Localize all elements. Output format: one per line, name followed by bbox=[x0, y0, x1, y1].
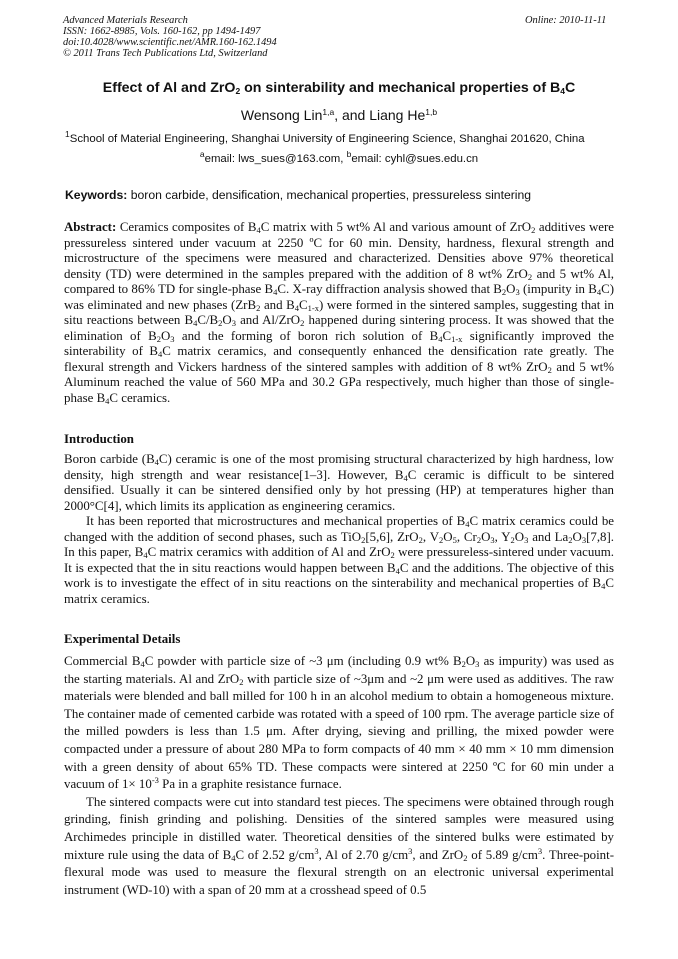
paper-title: Effect of Al and ZrO$_2$ on sinterability and mechanical properties of $B_4C$ bbox=[102, 80, 576, 96]
author-emails: $^a$email: lws_sues@163.com, $^b$email: cyhl@sues.edu.cn bbox=[199, 149, 479, 165]
author-line: Wensong Lin$^{1,a}$, and Liang He$^{1,b}$ bbox=[240, 107, 438, 123]
affiliation: $^1$School of Material Engineering, Shanghai University of Engineering Science, Shanghai 201620, China bbox=[65, 129, 585, 145]
copyright-line: © 2011 Trans Tech Publications Ltd, Switzerland bbox=[63, 48, 268, 59]
intro-paragraph-2: It has been reported that microstructures and mechanical properties of $B_4C$ matrix ceramics could be changed with the addition of second phases, such as TiO$_2$[5,6], ZrO$_2$, $V_2O_5$, $Cr_2O_3$, $Y_2O_3$ and $La_2O_3[7,8]$. In this paper, $B_4C$ matrix ceramics with addition of Al and ZrO$_2$ were pressureless-sintered under vacuum. It is expected that the in situ reactions would happen between $B_4C$ and the additions. The objective of this work is to investigate the effect of in situ reactions on the sinterability and mechanical properties of $B_4C$ matrix ceramics. bbox=[64, 514, 614, 606]
journal-name: Advanced Materials Research bbox=[63, 15, 188, 26]
introduction-heading: Introduction bbox=[64, 432, 134, 446]
intro-paragraph-1: Boron carbide $(B_4C)$ ceramic is one of the most promising structural characterized by high hardness, low density, high strength and wear resistance[1–3]. However, $B_4C$ ceramic is difficult to be sintered densified. Usually it can be sintered densified only by hot pressing (HP) at temperatures higher than 2000°C[4], which limits its application as engineering ceramics. bbox=[64, 452, 615, 513]
keywords: Keywords: boron carbide, densification, mechanical properties, pressureless sintering bbox=[65, 188, 532, 202]
introduction-body bbox=[64, 452, 614, 607]
experimental-heading: Experimental Details bbox=[64, 632, 181, 646]
experimental-paragraph-2: The sintered compacts were cut into standard test pieces. The specimens were obtained through rough grinding, finish grinding and polishing. Densities of the sintered samples were measured using Archimedes principle in distilled water. Theoretical densities of the sintered bulks were estimated by mixture rule using the data of $B_4C$ of 2.52 $g/cm^3$, Al of 2.70 $g/cm^3$, and ZrO$_2$ of 5.89 $g/cm^3$. Three-point-flexural mode was used to measure the flexural strength on an electronic universal experimental instrument (WD-10) with a span of 20 mm at a crosshead speed of 0.5 bbox=[64, 794, 614, 897]
experimental-body bbox=[64, 653, 614, 899]
experimental-paragraph-1: Commercial $B_4C$ powder with particle size of ~3 μm (including 0.9 wt% $B_2O_3$ as impurity) was used as the starting materials. Al and ZrO$_2$ with particle size of ~3μm and ~2 μm were used as additives. The raw materials were blended and ball milled for 100 h in an alcohol medium to obtain a homogeneous mixture. The container made of cemented carbide was rotated with a speed of 100 rpm. The average particle size of the milled powders is less than 1.5 μm. After drying, sieving and prilling, the mixed powder were compacted under a pressure of about 280 MPa to form compacts of 40 mm × 40 mm × 10 mm dimension with a green density of about 65% TD. These compacts were sintered at 2250 ºC for 60 min under a vacuum of $1\times 10^{-3}$ Pa in a graphite resistance furnace. bbox=[64, 654, 615, 792]
abstract: Abstract: Ceramics composites of $B_4C$ matrix with 5 wt% Al and various amount of ZrO$_2$ additives were pressureless sintered under vacuum at 2250 ºC for 60 min. Density, hardness, flexural strength and microstructure of the specimens were measured and characterized. Densities above 97% theoretical density (TD) were determined in the samples prepared with the addition of 8 wt% ZrO$_2$ and 5 wt% Al, compared to 86% TD for single-phase $B_4C$. X-ray diffraction analysis showed that $B_2O_3$ (impurity in $B_4C$) was eliminated and new phases (ZrB$_2$ and $B_4C_{1-x}$) were formed in the sintered samples, suggesting that in situ reactions between $B_4C/B_2O_3$ and Al/ZrO$_2$ happened during sintering process. It was showed that the elimination of $B_2O_3$ and the forming of boron rich solution of $B_4C_{1-x}$ significantly improved the sinterability of $B_4C$ matrix ceramics, and consequently enhanced the densification rate greatly. The flexural strength and Vickers hardness of the sintered samples with addition of 8 wt% ZrO$_2$ and 5 wt% Aluminum reached the value of 560 MPa and 30.2 GPa respectively, much higher than those of single-phase $B_4C$ ceramics. bbox=[64, 220, 615, 406]
doi-line: doi:10.4028/www.scientific.net/AMR.160-162.1494 bbox=[63, 37, 277, 48]
online-date: Online: 2010-11-11 bbox=[525, 15, 607, 26]
issn-line: ISSN: 1662-8985, Vols. 160-162, pp 1494-1497 bbox=[63, 26, 261, 37]
